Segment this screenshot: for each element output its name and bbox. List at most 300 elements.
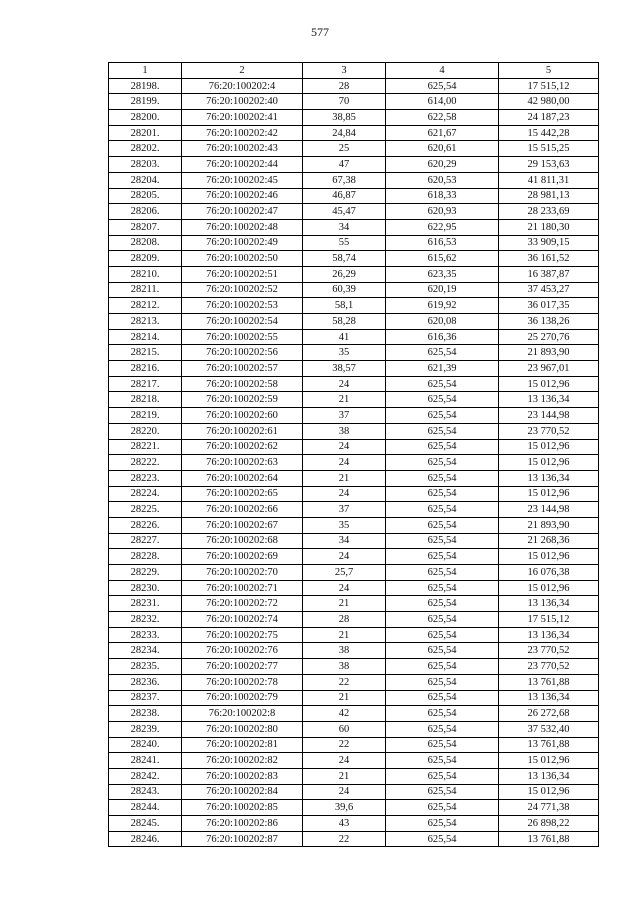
- rate-cell: 625,54: [386, 502, 499, 518]
- rate-cell: 620,29: [386, 157, 499, 173]
- page-number: 577: [311, 25, 329, 39]
- table-header: [109, 63, 599, 79]
- area-cell: 24: [303, 376, 386, 392]
- cadastral-number-cell: 76:20:100202:65: [182, 486, 303, 502]
- row-number-cell: 28214.: [109, 329, 182, 345]
- cadastral-number-cell: 76:20:100202:77: [182, 659, 303, 675]
- amount-cell: 17 515,12: [499, 78, 599, 94]
- rate-cell: 620,19: [386, 282, 499, 298]
- cadastral-number-cell: 76:20:100202:80: [182, 721, 303, 737]
- row-number-cell: 28199.: [109, 94, 182, 110]
- row-number-cell: 28206.: [109, 204, 182, 220]
- row-number-cell: 28227.: [109, 533, 182, 549]
- cadastral-number-cell: 76:20:100202:45: [182, 172, 303, 188]
- table-row: [109, 596, 599, 612]
- row-number-cell: 28205.: [109, 188, 182, 204]
- rate-cell: 625,54: [386, 423, 499, 439]
- amount-cell: 23 770,52: [499, 659, 599, 675]
- table-body: [109, 78, 599, 847]
- amount-cell: 13 136,34: [499, 392, 599, 408]
- rate-cell: 625,54: [386, 408, 499, 424]
- row-number-cell: 28246.: [109, 831, 182, 847]
- row-number-cell: 28241.: [109, 753, 182, 769]
- table-row: [109, 502, 599, 518]
- cadastral-number-cell: 76:20:100202:42: [182, 125, 303, 141]
- rate-cell: 621,67: [386, 125, 499, 141]
- row-number-cell: 28228.: [109, 549, 182, 565]
- area-cell: 22: [303, 674, 386, 690]
- row-number-cell: 28216.: [109, 361, 182, 377]
- amount-cell: 21 180,30: [499, 219, 599, 235]
- table-row: [109, 361, 599, 377]
- area-cell: 25,7: [303, 565, 386, 581]
- rate-cell: 625,54: [386, 643, 499, 659]
- table-row: [109, 314, 599, 330]
- table-row: [109, 533, 599, 549]
- rate-cell: 625,54: [386, 78, 499, 94]
- table-row: [109, 580, 599, 596]
- cadastral-number-cell: 76:20:100202:74: [182, 612, 303, 628]
- column-header-2: 2: [182, 63, 303, 79]
- table-row: [109, 188, 599, 204]
- table-row: [109, 298, 599, 314]
- cadastral-number-cell: 76:20:100202:55: [182, 329, 303, 345]
- amount-cell: 37 532,40: [499, 721, 599, 737]
- table-row: [109, 690, 599, 706]
- row-number-cell: 28225.: [109, 502, 182, 518]
- rate-cell: 620,93: [386, 204, 499, 220]
- rate-cell: 625,54: [386, 768, 499, 784]
- rate-cell: 620,53: [386, 172, 499, 188]
- cadastral-number-cell: 76:20:100202:86: [182, 816, 303, 832]
- table-row: [109, 439, 599, 455]
- cadastral-number-cell: 76:20:100202:59: [182, 392, 303, 408]
- amount-cell: 15 012,96: [499, 486, 599, 502]
- area-cell: 58,28: [303, 314, 386, 330]
- table-row: [109, 94, 599, 110]
- amount-cell: 23 144,98: [499, 502, 599, 518]
- rate-cell: 625,54: [386, 486, 499, 502]
- table-row: [109, 141, 599, 157]
- cadastral-number-cell: 76:20:100202:76: [182, 643, 303, 659]
- amount-cell: 29 153,63: [499, 157, 599, 173]
- amount-cell: 23 770,52: [499, 423, 599, 439]
- area-cell: 24: [303, 580, 386, 596]
- row-number-cell: 28208.: [109, 235, 182, 251]
- row-number-cell: 28203.: [109, 157, 182, 173]
- area-cell: 70: [303, 94, 386, 110]
- rate-cell: 625,54: [386, 753, 499, 769]
- table-row: [109, 423, 599, 439]
- area-cell: 67,38: [303, 172, 386, 188]
- area-cell: 24: [303, 455, 386, 471]
- cadastral-number-cell: 76:20:100202:63: [182, 455, 303, 471]
- cadastral-number-cell: 76:20:100202:70: [182, 565, 303, 581]
- cadastral-number-cell: 76:20:100202:75: [182, 627, 303, 643]
- cadastral-number-cell: 76:20:100202:44: [182, 157, 303, 173]
- area-cell: 21: [303, 768, 386, 784]
- area-cell: 38: [303, 659, 386, 675]
- table-row: [109, 549, 599, 565]
- table-row: [109, 643, 599, 659]
- amount-cell: 15 515,25: [499, 141, 599, 157]
- table-row: [109, 753, 599, 769]
- row-number-cell: 28234.: [109, 643, 182, 659]
- cadastral-number-cell: 76:20:100202:62: [182, 439, 303, 455]
- cadastral-number-cell: 76:20:100202:67: [182, 517, 303, 533]
- area-cell: 25: [303, 141, 386, 157]
- cadastral-number-cell: 76:20:100202:4: [182, 78, 303, 94]
- cadastral-number-cell: 76:20:100202:46: [182, 188, 303, 204]
- area-cell: 24: [303, 439, 386, 455]
- amount-cell: 15 012,96: [499, 439, 599, 455]
- cadastral-number-cell: 76:20:100202:58: [182, 376, 303, 392]
- amount-cell: 13 136,34: [499, 627, 599, 643]
- row-number-cell: 28220.: [109, 423, 182, 439]
- area-cell: 24: [303, 549, 386, 565]
- cadastral-number-cell: 76:20:100202:53: [182, 298, 303, 314]
- amount-cell: 15 442,28: [499, 125, 599, 141]
- rate-cell: 615,62: [386, 251, 499, 267]
- table-row: [109, 486, 599, 502]
- row-number-cell: 28223.: [109, 470, 182, 486]
- amount-cell: 13 761,88: [499, 737, 599, 753]
- row-number-cell: 28207.: [109, 219, 182, 235]
- rate-cell: 622,58: [386, 110, 499, 126]
- amount-cell: 16 076,38: [499, 565, 599, 581]
- rate-cell: 625,54: [386, 565, 499, 581]
- amount-cell: 13 136,34: [499, 690, 599, 706]
- amount-cell: 28 233,69: [499, 204, 599, 220]
- row-number-cell: 28243.: [109, 784, 182, 800]
- rate-cell: 625,54: [386, 470, 499, 486]
- rate-cell: 625,54: [386, 690, 499, 706]
- cadastral-number-cell: 76:20:100202:84: [182, 784, 303, 800]
- table-row: [109, 816, 599, 832]
- table-row: [109, 376, 599, 392]
- cadastral-number-cell: 76:20:100202:83: [182, 768, 303, 784]
- row-number-cell: 28198.: [109, 78, 182, 94]
- cadastral-number-cell: 76:20:100202:61: [182, 423, 303, 439]
- amount-cell: 21 268,36: [499, 533, 599, 549]
- row-number-cell: 28211.: [109, 282, 182, 298]
- cadastral-number-cell: 76:20:100202:69: [182, 549, 303, 565]
- cadastral-number-cell: 76:20:100202:8: [182, 706, 303, 722]
- rate-cell: 625,54: [386, 627, 499, 643]
- cadastral-number-cell: 76:20:100202:41: [182, 110, 303, 126]
- rate-cell: 625,54: [386, 517, 499, 533]
- table-row: [109, 172, 599, 188]
- amount-cell: 16 387,87: [499, 266, 599, 282]
- table-row: [109, 706, 599, 722]
- row-number-cell: 28232.: [109, 612, 182, 628]
- area-cell: 21: [303, 470, 386, 486]
- column-header-5: 5: [499, 63, 599, 79]
- area-cell: 58,74: [303, 251, 386, 267]
- amount-cell: 15 012,96: [499, 549, 599, 565]
- area-cell: 42: [303, 706, 386, 722]
- area-cell: 38: [303, 423, 386, 439]
- rate-cell: 625,54: [386, 533, 499, 549]
- amount-cell: 13 761,88: [499, 674, 599, 690]
- amount-cell: 13 761,88: [499, 831, 599, 847]
- row-number-cell: 28222.: [109, 455, 182, 471]
- table-row: [109, 517, 599, 533]
- table-row: [109, 408, 599, 424]
- table-row: [109, 659, 599, 675]
- table-row: [109, 345, 599, 361]
- table-row: [109, 737, 599, 753]
- area-cell: 28: [303, 78, 386, 94]
- amount-cell: 24 771,38: [499, 800, 599, 816]
- amount-cell: 36 017,35: [499, 298, 599, 314]
- rate-cell: 618,33: [386, 188, 499, 204]
- rate-cell: 614,00: [386, 94, 499, 110]
- rate-cell: 625,54: [386, 580, 499, 596]
- row-number-cell: 28201.: [109, 125, 182, 141]
- area-cell: 21: [303, 627, 386, 643]
- cadastral-number-cell: 76:20:100202:64: [182, 470, 303, 486]
- table-row: [109, 784, 599, 800]
- rate-cell: 625,54: [386, 737, 499, 753]
- table-row: [109, 282, 599, 298]
- area-cell: 37: [303, 408, 386, 424]
- row-number-cell: 28245.: [109, 816, 182, 832]
- table-row: [109, 721, 599, 737]
- row-number-cell: 28235.: [109, 659, 182, 675]
- row-number-cell: 28212.: [109, 298, 182, 314]
- amount-cell: 33 909,15: [499, 235, 599, 251]
- amount-cell: 23 144,98: [499, 408, 599, 424]
- rate-cell: 616,36: [386, 329, 499, 345]
- area-cell: 60,39: [303, 282, 386, 298]
- column-header-3: 3: [303, 63, 386, 79]
- row-number-cell: 28237.: [109, 690, 182, 706]
- area-cell: 38,85: [303, 110, 386, 126]
- rate-cell: 620,08: [386, 314, 499, 330]
- area-cell: 21: [303, 690, 386, 706]
- rate-cell: 625,54: [386, 455, 499, 471]
- column-header-1: 1: [109, 63, 182, 79]
- table-row: [109, 204, 599, 220]
- rate-cell: 625,54: [386, 816, 499, 832]
- area-cell: 41: [303, 329, 386, 345]
- area-cell: 24: [303, 486, 386, 502]
- amount-cell: 24 187,23: [499, 110, 599, 126]
- row-number-cell: 28218.: [109, 392, 182, 408]
- rate-cell: 625,54: [386, 596, 499, 612]
- area-cell: 24: [303, 753, 386, 769]
- header-row: [109, 63, 599, 79]
- area-cell: 38: [303, 643, 386, 659]
- row-number-cell: 28233.: [109, 627, 182, 643]
- row-number-cell: 28236.: [109, 674, 182, 690]
- row-number-cell: 28219.: [109, 408, 182, 424]
- area-cell: 34: [303, 219, 386, 235]
- rate-cell: 625,54: [386, 800, 499, 816]
- row-number-cell: 28240.: [109, 737, 182, 753]
- area-cell: 21: [303, 392, 386, 408]
- cadastral-number-cell: 76:20:100202:85: [182, 800, 303, 816]
- amount-cell: 15 012,96: [499, 784, 599, 800]
- row-number-cell: 28200.: [109, 110, 182, 126]
- area-cell: 58,1: [303, 298, 386, 314]
- table-row: [109, 125, 599, 141]
- row-number-cell: 28209.: [109, 251, 182, 267]
- amount-cell: 36 138,26: [499, 314, 599, 330]
- area-cell: 46,87: [303, 188, 386, 204]
- table-row: [109, 219, 599, 235]
- rate-cell: 625,54: [386, 659, 499, 675]
- rate-cell: 623,35: [386, 266, 499, 282]
- table-row: [109, 110, 599, 126]
- cadastral-number-cell: 76:20:100202:52: [182, 282, 303, 298]
- column-header-4: 4: [386, 63, 499, 79]
- row-number-cell: 28238.: [109, 706, 182, 722]
- rate-cell: 625,54: [386, 721, 499, 737]
- row-number-cell: 28242.: [109, 768, 182, 784]
- row-number-cell: 28226.: [109, 517, 182, 533]
- table-row: [109, 78, 599, 94]
- cadastral-number-cell: 76:20:100202:60: [182, 408, 303, 424]
- table-row: [109, 674, 599, 690]
- table-row: [109, 251, 599, 267]
- cadastral-number-cell: 76:20:100202:49: [182, 235, 303, 251]
- cadastral-number-cell: 76:20:100202:66: [182, 502, 303, 518]
- rate-cell: 620,61: [386, 141, 499, 157]
- area-cell: 22: [303, 831, 386, 847]
- cadastral-number-cell: 76:20:100202:48: [182, 219, 303, 235]
- amount-cell: 15 012,96: [499, 376, 599, 392]
- row-number-cell: 28230.: [109, 580, 182, 596]
- amount-cell: 37 453,27: [499, 282, 599, 298]
- cadastral-number-cell: 76:20:100202:51: [182, 266, 303, 282]
- rate-cell: 625,54: [386, 345, 499, 361]
- area-cell: 26,29: [303, 266, 386, 282]
- cadastral-number-cell: 76:20:100202:72: [182, 596, 303, 612]
- area-cell: 35: [303, 517, 386, 533]
- area-cell: 21: [303, 596, 386, 612]
- cadastral-number-cell: 76:20:100202:57: [182, 361, 303, 377]
- area-cell: 47: [303, 157, 386, 173]
- amount-cell: 21 893,90: [499, 517, 599, 533]
- amount-cell: 13 136,34: [499, 768, 599, 784]
- row-number-cell: 28204.: [109, 172, 182, 188]
- rate-cell: 621,39: [386, 361, 499, 377]
- amount-cell: 15 012,96: [499, 455, 599, 471]
- row-number-cell: 28215.: [109, 345, 182, 361]
- rate-cell: 625,54: [386, 439, 499, 455]
- table-row: [109, 392, 599, 408]
- amount-cell: 26 272,68: [499, 706, 599, 722]
- row-number-cell: 28221.: [109, 439, 182, 455]
- table-row: [109, 329, 599, 345]
- cadastral-number-cell: 76:20:100202:87: [182, 831, 303, 847]
- cadastral-number-cell: 76:20:100202:54: [182, 314, 303, 330]
- rate-cell: 625,54: [386, 706, 499, 722]
- row-number-cell: 28224.: [109, 486, 182, 502]
- area-cell: 34: [303, 533, 386, 549]
- amount-cell: 23 770,52: [499, 643, 599, 659]
- row-number-cell: 28229.: [109, 565, 182, 581]
- row-number-cell: 28217.: [109, 376, 182, 392]
- row-number-cell: 28210.: [109, 266, 182, 282]
- cadastral-number-cell: 76:20:100202:79: [182, 690, 303, 706]
- amount-cell: 17 515,12: [499, 612, 599, 628]
- cadastral-number-cell: 76:20:100202:40: [182, 94, 303, 110]
- cadastral-number-cell: 76:20:100202:43: [182, 141, 303, 157]
- table-row: [109, 455, 599, 471]
- cadastral-number-cell: 76:20:100202:71: [182, 580, 303, 596]
- data-table: [108, 62, 599, 847]
- amount-cell: 13 136,34: [499, 470, 599, 486]
- table-row: [109, 800, 599, 816]
- amount-cell: 36 161,52: [499, 251, 599, 267]
- amount-cell: 41 811,31: [499, 172, 599, 188]
- table-row: [109, 627, 599, 643]
- row-number-cell: 28244.: [109, 800, 182, 816]
- row-number-cell: 28213.: [109, 314, 182, 330]
- table-row: [109, 612, 599, 628]
- table-row: [109, 157, 599, 173]
- cadastral-number-cell: 76:20:100202:47: [182, 204, 303, 220]
- table-row: [109, 266, 599, 282]
- table-row: [109, 768, 599, 784]
- table-row: [109, 470, 599, 486]
- amount-cell: 13 136,34: [499, 596, 599, 612]
- area-cell: 35: [303, 345, 386, 361]
- amount-cell: 25 270,76: [499, 329, 599, 345]
- cadastral-number-cell: 76:20:100202:50: [182, 251, 303, 267]
- cadastral-number-cell: 76:20:100202:68: [182, 533, 303, 549]
- amount-cell: 21 893,90: [499, 345, 599, 361]
- rate-cell: 625,54: [386, 674, 499, 690]
- amount-cell: 23 967,01: [499, 361, 599, 377]
- cadastral-number-cell: 76:20:100202:78: [182, 674, 303, 690]
- row-number-cell: 28231.: [109, 596, 182, 612]
- table-row: [109, 565, 599, 581]
- area-cell: 55: [303, 235, 386, 251]
- cadastral-number-cell: 76:20:100202:82: [182, 753, 303, 769]
- rate-cell: 625,54: [386, 784, 499, 800]
- area-cell: 45,47: [303, 204, 386, 220]
- table-row: [109, 831, 599, 847]
- area-cell: 37: [303, 502, 386, 518]
- amount-cell: 15 012,96: [499, 753, 599, 769]
- area-cell: 24,84: [303, 125, 386, 141]
- cadastral-number-cell: 76:20:100202:56: [182, 345, 303, 361]
- amount-cell: 15 012,96: [499, 580, 599, 596]
- rate-cell: 625,54: [386, 376, 499, 392]
- area-cell: 22: [303, 737, 386, 753]
- row-number-cell: 28239.: [109, 721, 182, 737]
- cadastral-number-cell: 76:20:100202:81: [182, 737, 303, 753]
- area-cell: 43: [303, 816, 386, 832]
- rate-cell: 625,54: [386, 549, 499, 565]
- rate-cell: 625,54: [386, 831, 499, 847]
- rate-cell: 625,54: [386, 392, 499, 408]
- table-row: [109, 235, 599, 251]
- rate-cell: 616,53: [386, 235, 499, 251]
- area-cell: 60: [303, 721, 386, 737]
- amount-cell: 42 980,00: [499, 94, 599, 110]
- area-cell: 38,57: [303, 361, 386, 377]
- amount-cell: 28 981,13: [499, 188, 599, 204]
- rate-cell: 622,95: [386, 219, 499, 235]
- area-cell: 39,6: [303, 800, 386, 816]
- rate-cell: 619,92: [386, 298, 499, 314]
- area-cell: 28: [303, 612, 386, 628]
